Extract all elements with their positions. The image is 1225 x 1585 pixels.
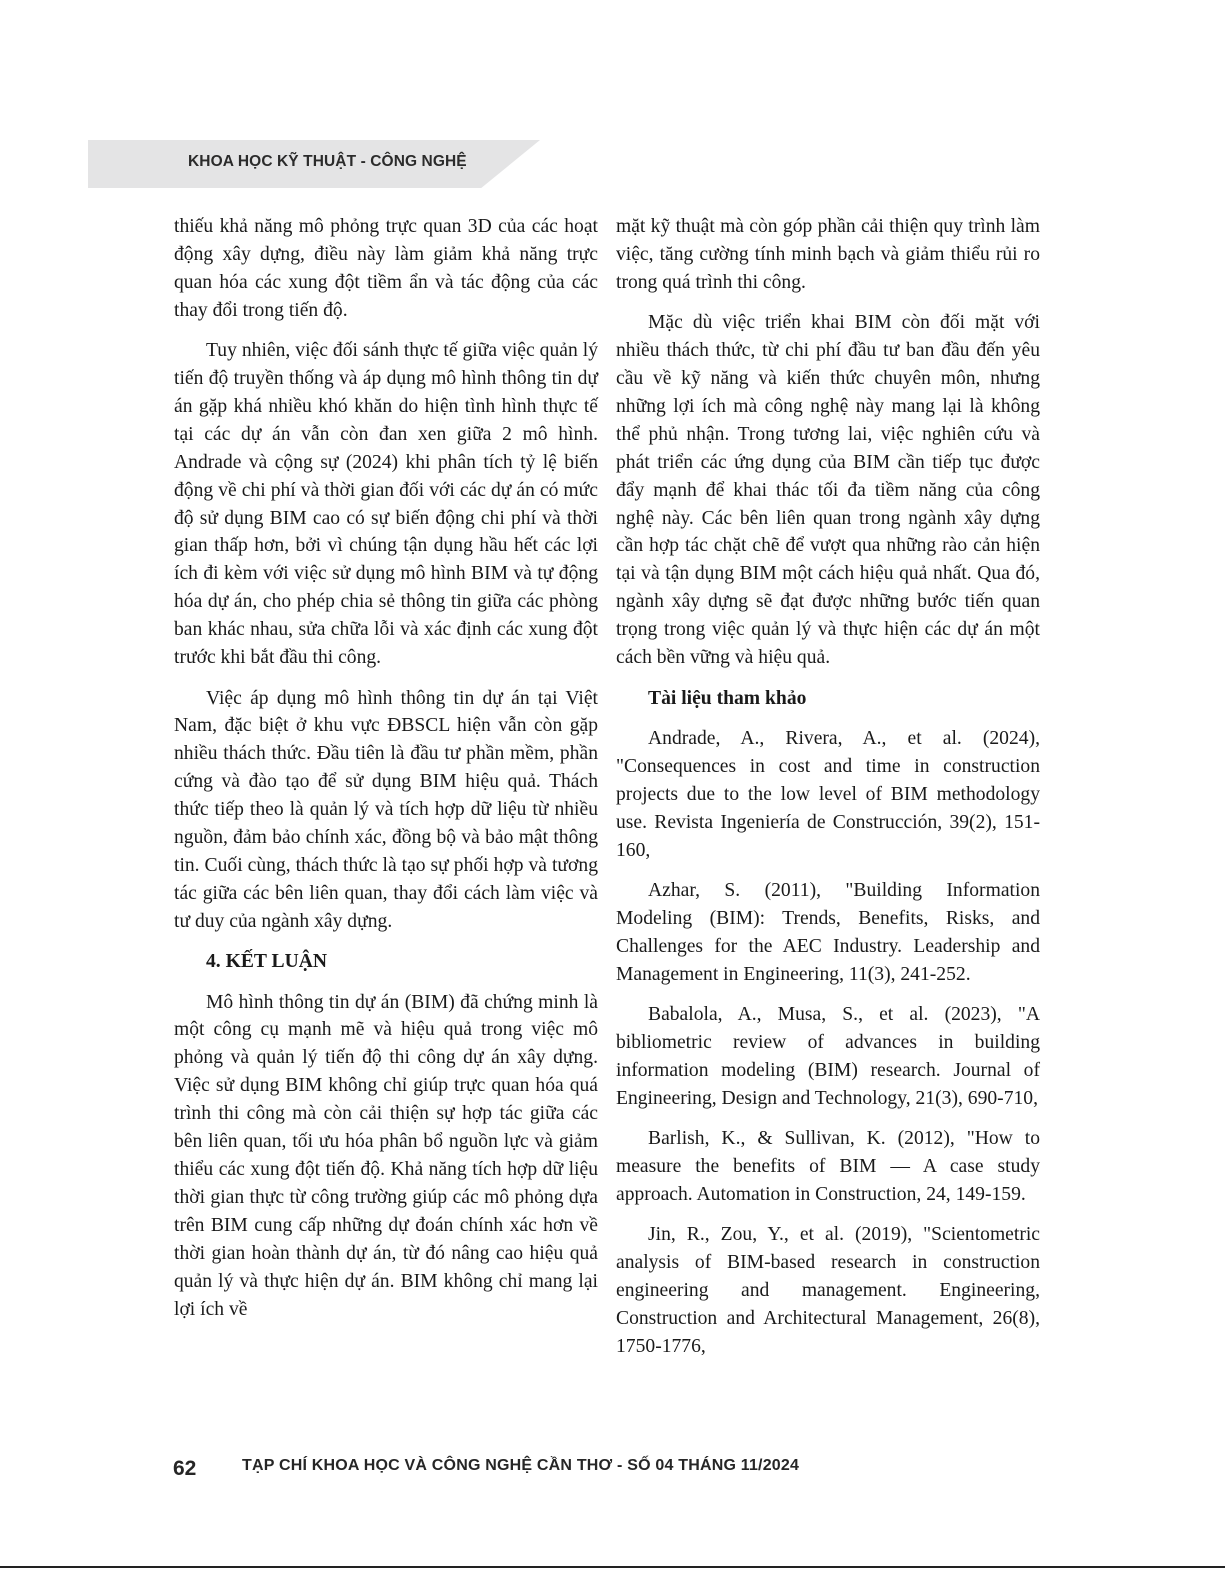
reference-item: Barlish, K., & Sullivan, K. (2012), "How to measure the benefits of BIM — A case study approach. Automation in Construction, 24, 149-159. bbox=[616, 1128, 1040, 1205]
paragraph: Mô hình thông tin dự án (BIM) đã chứng minh là một công cụ mạnh mẽ và hiệu quả trong việc mô phỏng và quản lý tiến độ thi công dự án xây dựng. Việc sử dụng BIM không chỉ giúp trực quan hóa quá trình thi công mà còn cải thiện sự hợp tác giữa các bên liên quan, tối ưu hóa phân bổ nguồn lực và giảm thiểu các xung đột tiến độ. Khả năng tích hợp dữ liệu thời gian thực từ công trường giúp các mô phỏng dựa trên BIM cung cấp những dự đoán chính xác hơn về thời gian hoàn thành dự án, từ đó nâng cao hiệu quả quản lý và thực hiện dự án. BIM không chỉ mang lại lợi ích về bbox=[174, 991, 598, 1320]
section-heading: 4. KẾT LUẬN bbox=[206, 951, 328, 973]
reference-item: Andrade, A., Rivera, A., et al. (2024), "Consequences in cost and time in construction projects due to the low level of BIM methodology use. Revista Ingeniería de Construcción, 39(2), 151-160, bbox=[616, 727, 1040, 861]
section-header-title: KHOA HỌC KỸ THUẬT - CÔNG NGHỆ bbox=[188, 153, 467, 170]
references-heading: Tài liệu tham khảo bbox=[648, 687, 807, 709]
left-column bbox=[174, 213, 598, 1336]
paragraph: thiếu khả năng mô phỏng trực quan 3D của các hoạt động xây dựng, điều này làm giảm khả năng trực quan hóa các xung đột tiềm ẩn và tác động của các thay đổi trong tiến độ. bbox=[174, 216, 598, 321]
bottom-divider bbox=[0, 1566, 1225, 1568]
paragraph: Mặc dù việc triển khai BIM còn đối mặt với nhiều thách thức, từ chi phí đầu tư ban đầu đến yêu cầu về kỹ năng và kiến thức chuyên môn, nhưng những lợi ích mà công nghệ này mang lại là không thể phủ nhận. Trong tương lai, việc nghiên cứu và phát triển các ứng dụng của BIM cần tiếp tục được đẩy mạnh để khai thác tối đa tiềm năng của công nghệ này. Các bên liên quan trong ngành xây dựng cần hợp tác chặt chẽ để vượt qua những rào cản hiện tại và tận dụng BIM một cách hiệu quả nhất. Qua đó, ngành xây dựng sẽ đạt được những bước tiến quan trọng trong việc quản lý và thực hiện các dự án một cách bền vững và hiệu quả. bbox=[616, 312, 1040, 669]
reference-item: Azhar, S. (2011), "Building Information Modeling (BIM): Trends, Benefits, Risks, and Challenges for the AEC Industry. Leadership and Management in Engineering, 11(3), 241-252. bbox=[616, 879, 1040, 985]
journal-title: TẠP CHÍ KHOA HỌC VÀ CÔNG NGHỆ CẦN THƠ - SỐ 04 THÁNG 11/2024 bbox=[242, 1457, 800, 1474]
page-number: 62 bbox=[173, 1457, 197, 1480]
reference-item: Babalola, A., Musa, S., et al. (2023), "A bibliometric review of advances in building information modeling (BIM) research. Journal of Engineering, Design and Technology, 21(3), 690-710, bbox=[616, 1004, 1040, 1109]
paragraph: Tuy nhiên, việc đối sánh thực tế giữa việc quản lý tiến độ truyền thống và áp dụng mô hình thông tin dự án gặp khá nhiều khó khăn do hiện tình hình thực tế tại các dự án vẫn còn đan xen giữa 2 mô hình. Andrade và cộng sự (2024) khi phân tích tỷ lệ biến động về chi phí và thời gian đối với các dự án có mức độ sử dụng BIM cao có sự biến động chi phí và thời gian thấp hơn, bởi vì chúng tận dụng hầu hết các lợi ích đi kèm với việc sử dụng mô hình BIM và tự động hóa dự án, cho phép chia sẻ thông tin giữa các phòng ban khác nhau, sửa chữa lỗi và xác định các xung đột trước khi bắt đầu thi công. bbox=[174, 340, 598, 669]
reference-item: Jin, R., Zou, Y., et al. (2019), "Scientometric analysis of BIM-based research in construction engineering and management. Engineering, Construction and Architectural Management, 26(8), 1750-1776, bbox=[616, 1224, 1040, 1358]
paragraph: Việc áp dụng mô hình thông tin dự án tại Việt Nam, đặc biệt ở khu vực ĐBSCL hiện vẫn còn gặp nhiều thách thức. Đầu tiên là đầu tư phần mềm, phần cứng và đào tạo để sử dụng BIM hiệu quả. Thách thức tiếp theo là quản lý và tích hợp dữ liệu từ nhiều nguồn, đảm bảo chính xác, đồng bộ và bảo mật thông tin. Cuối cùng, thách thức là tạo sự phối hợp và tương tác giữa các bên liên quan, thay đổi cách làm việc và tư duy của ngành xây dựng. bbox=[174, 687, 598, 932]
paragraph: mặt kỹ thuật mà còn góp phần cải thiện quy trình làm việc, tăng cường tính minh bạch và giảm thiểu rủi ro trong quá trình thi công. bbox=[616, 216, 1040, 293]
right-column bbox=[616, 213, 1040, 1373]
